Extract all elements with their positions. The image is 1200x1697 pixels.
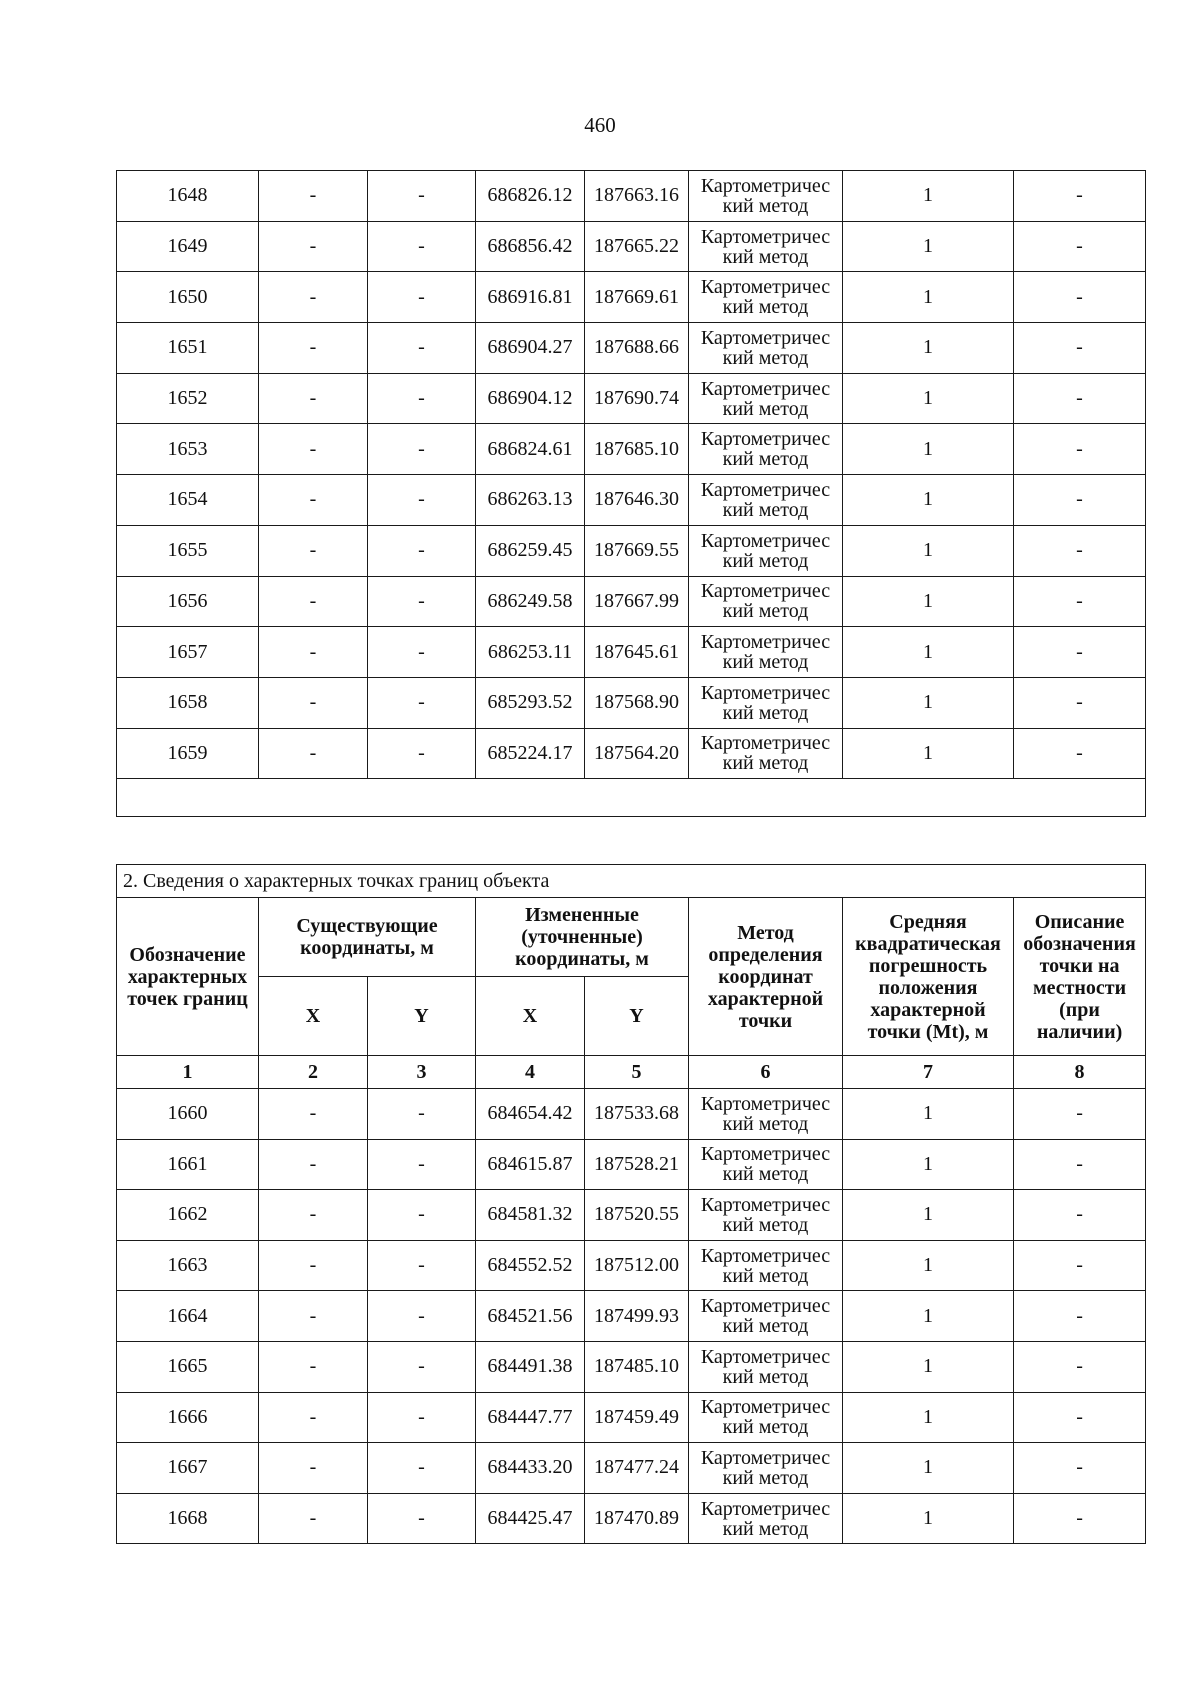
method-cell: Картометричес кий метод <box>689 1341 843 1392</box>
column-number: 6 <box>689 1056 843 1089</box>
mean-square-error-cell: 1 <box>843 576 1014 627</box>
changed-x-cell: 686249.58 <box>476 576 585 627</box>
existing-y-cell: - <box>368 525 476 576</box>
existing-x-cell: - <box>259 221 368 272</box>
changed-x-cell: 686856.42 <box>476 221 585 272</box>
method-cell: Картометричес кий метод <box>689 171 843 222</box>
method-cell: Картометричес кий метод <box>689 1291 843 1342</box>
changed-y-cell: 187477.24 <box>585 1443 689 1494</box>
existing-y-cell: - <box>368 424 476 475</box>
method-cell: Картометричес кий метод <box>689 576 843 627</box>
point-id-cell: 1665 <box>117 1341 259 1392</box>
method-cell: Картометричес кий метод <box>689 677 843 728</box>
mean-square-error-cell: 1 <box>843 728 1014 779</box>
changed-y-cell: 187528.21 <box>585 1139 689 1190</box>
point-id-cell: 1662 <box>117 1190 259 1241</box>
description-cell: - <box>1014 1190 1146 1241</box>
description-cell: - <box>1014 373 1146 424</box>
description-cell: - <box>1014 424 1146 475</box>
method-cell: Картометричес кий метод <box>689 475 843 526</box>
existing-y-cell: - <box>368 576 476 627</box>
existing-x-cell: - <box>259 1139 368 1190</box>
existing-y-cell: - <box>368 272 476 323</box>
point-id-cell: 1655 <box>117 525 259 576</box>
method-cell: Картометричес кий метод <box>689 1190 843 1241</box>
existing-y-cell: - <box>368 1443 476 1494</box>
changed-x-cell: 684615.87 <box>476 1139 585 1190</box>
boundary-points-table <box>116 864 1146 1544</box>
changed-y-cell: 187512.00 <box>585 1240 689 1291</box>
table-row <box>117 1089 1146 1140</box>
table-row <box>117 221 1146 272</box>
header-description: Описание обозначения точки на местности (при наличии) <box>1014 898 1146 1056</box>
description-cell: - <box>1014 323 1146 374</box>
existing-x-cell: - <box>259 728 368 779</box>
point-id-cell: 1653 <box>117 424 259 475</box>
changed-y-cell: 187459.49 <box>585 1392 689 1443</box>
table-row <box>117 1240 1146 1291</box>
existing-x-cell: - <box>259 576 368 627</box>
column-number: 1 <box>117 1056 259 1089</box>
column-number: 5 <box>585 1056 689 1089</box>
mean-square-error-cell: 1 <box>843 1443 1014 1494</box>
mean-square-error-cell: 1 <box>843 1493 1014 1544</box>
description-cell: - <box>1014 576 1146 627</box>
existing-x-cell: - <box>259 1493 368 1544</box>
page-number: 460 <box>584 113 616 137</box>
existing-x-cell: - <box>259 424 368 475</box>
description-cell: - <box>1014 1443 1146 1494</box>
mean-square-error-cell: 1 <box>843 272 1014 323</box>
table-row <box>117 475 1146 526</box>
description-cell: - <box>1014 221 1146 272</box>
existing-x-cell: - <box>259 1392 368 1443</box>
method-cell: Картометричес кий метод <box>689 373 843 424</box>
header-changed-coordinates: Измененные (уточненные) координаты, м <box>476 898 689 977</box>
description-cell: - <box>1014 525 1146 576</box>
changed-y-cell: 187485.10 <box>585 1341 689 1392</box>
point-id-cell: 1648 <box>117 171 259 222</box>
method-cell: Картометричес кий метод <box>689 1240 843 1291</box>
existing-y-cell: - <box>368 171 476 222</box>
table-row <box>117 323 1146 374</box>
existing-y-cell: - <box>368 1190 476 1241</box>
existing-y-cell: - <box>368 323 476 374</box>
existing-x-cell: - <box>259 1190 368 1241</box>
column-number: 8 <box>1014 1056 1146 1089</box>
point-id-cell: 1661 <box>117 1139 259 1190</box>
table-row <box>117 627 1146 678</box>
changed-x-cell: 686263.13 <box>476 475 585 526</box>
header-changed-y: Y <box>585 977 689 1056</box>
existing-y-cell: - <box>368 1493 476 1544</box>
changed-x-cell: 685293.52 <box>476 677 585 728</box>
changed-y-cell: 187520.55 <box>585 1190 689 1241</box>
changed-x-cell: 686253.11 <box>476 627 585 678</box>
existing-y-cell: - <box>368 373 476 424</box>
column-number: 2 <box>259 1056 368 1089</box>
changed-y-cell: 187663.16 <box>585 171 689 222</box>
table-row <box>117 373 1146 424</box>
existing-y-cell: - <box>368 1089 476 1140</box>
changed-y-cell: 187665.22 <box>585 221 689 272</box>
point-id-cell: 1658 <box>117 677 259 728</box>
existing-x-cell: - <box>259 1291 368 1342</box>
description-cell: - <box>1014 1240 1146 1291</box>
existing-y-cell: - <box>368 1240 476 1291</box>
existing-y-cell: - <box>368 1341 476 1392</box>
column-numbers-row <box>117 1056 1146 1089</box>
table-row <box>117 1392 1146 1443</box>
table-row <box>117 1443 1146 1494</box>
point-id-cell: 1664 <box>117 1291 259 1342</box>
changed-x-cell: 685224.17 <box>476 728 585 779</box>
mean-square-error-cell: 1 <box>843 627 1014 678</box>
changed-x-cell: 686259.45 <box>476 525 585 576</box>
point-id-cell: 1652 <box>117 373 259 424</box>
description-cell: - <box>1014 272 1146 323</box>
table-row <box>117 1190 1146 1241</box>
changed-x-cell: 684491.38 <box>476 1341 585 1392</box>
changed-y-cell: 187533.68 <box>585 1089 689 1140</box>
mean-square-error-cell: 1 <box>843 323 1014 374</box>
mean-square-error-cell: 1 <box>843 1089 1014 1140</box>
table-row <box>117 1341 1146 1392</box>
changed-y-cell: 187645.61 <box>585 627 689 678</box>
existing-x-cell: - <box>259 171 368 222</box>
points-table-continued <box>116 170 1146 817</box>
existing-y-cell: - <box>368 627 476 678</box>
method-cell: Картометричес кий метод <box>689 323 843 374</box>
mean-square-error-cell: 1 <box>843 1392 1014 1443</box>
table-row <box>117 576 1146 627</box>
mean-square-error-cell: 1 <box>843 677 1014 728</box>
table-title: 2. Сведения о характерных точках границ объекта <box>117 865 1146 898</box>
changed-x-cell: 686916.81 <box>476 272 585 323</box>
point-id-cell: 1657 <box>117 627 259 678</box>
changed-x-cell: 684521.56 <box>476 1291 585 1342</box>
mean-square-error-cell: 1 <box>843 1240 1014 1291</box>
method-cell: Картометричес кий метод <box>689 424 843 475</box>
description-cell: - <box>1014 1291 1146 1342</box>
column-number: 7 <box>843 1056 1014 1089</box>
method-cell: Картометричес кий метод <box>689 1443 843 1494</box>
mean-square-error-cell: 1 <box>843 1291 1014 1342</box>
mean-square-error-cell: 1 <box>843 1341 1014 1392</box>
changed-x-cell: 686824.61 <box>476 424 585 475</box>
mean-square-error-cell: 1 <box>843 373 1014 424</box>
existing-x-cell: - <box>259 373 368 424</box>
table-row <box>117 1139 1146 1190</box>
description-cell: - <box>1014 171 1146 222</box>
changed-y-cell: 187564.20 <box>585 728 689 779</box>
point-id-cell: 1666 <box>117 1392 259 1443</box>
existing-x-cell: - <box>259 1341 368 1392</box>
description-cell: - <box>1014 1341 1146 1392</box>
point-id-cell: 1651 <box>117 323 259 374</box>
description-cell: - <box>1014 728 1146 779</box>
changed-y-cell: 187688.66 <box>585 323 689 374</box>
changed-x-cell: 684447.77 <box>476 1392 585 1443</box>
table-row <box>117 272 1146 323</box>
changed-y-cell: 187690.74 <box>585 373 689 424</box>
changed-y-cell: 187669.55 <box>585 525 689 576</box>
changed-x-cell: 684654.42 <box>476 1089 585 1140</box>
changed-x-cell: 684425.47 <box>476 1493 585 1544</box>
column-number: 3 <box>368 1056 476 1089</box>
header-changed-x: X <box>476 977 585 1056</box>
table-row <box>117 424 1146 475</box>
description-cell: - <box>1014 475 1146 526</box>
changed-y-cell: 187669.61 <box>585 272 689 323</box>
table-row <box>117 525 1146 576</box>
point-id-cell: 1650 <box>117 272 259 323</box>
table-row <box>117 1291 1146 1342</box>
table-row <box>117 677 1146 728</box>
description-cell: - <box>1014 1392 1146 1443</box>
description-cell: - <box>1014 1089 1146 1140</box>
changed-y-cell: 187568.90 <box>585 677 689 728</box>
existing-x-cell: - <box>259 1240 368 1291</box>
column-number: 4 <box>476 1056 585 1089</box>
description-cell: - <box>1014 1139 1146 1190</box>
existing-x-cell: - <box>259 1089 368 1140</box>
existing-y-cell: - <box>368 1392 476 1443</box>
existing-x-cell: - <box>259 1443 368 1494</box>
header-existing-coordinates: Существующие координаты, м <box>259 898 476 977</box>
existing-x-cell: - <box>259 627 368 678</box>
existing-x-cell: - <box>259 677 368 728</box>
existing-y-cell: - <box>368 1139 476 1190</box>
method-cell: Картометричес кий метод <box>689 272 843 323</box>
point-id-cell: 1649 <box>117 221 259 272</box>
changed-x-cell: 684581.32 <box>476 1190 585 1241</box>
mean-square-error-cell: 1 <box>843 525 1014 576</box>
existing-y-cell: - <box>368 728 476 779</box>
description-cell: - <box>1014 677 1146 728</box>
method-cell: Картометричес кий метод <box>689 627 843 678</box>
mean-square-error-cell: 1 <box>843 1190 1014 1241</box>
header-method: Метод определения координат характерной точки <box>689 898 843 1056</box>
description-cell: - <box>1014 1493 1146 1544</box>
method-cell: Картометричес кий метод <box>689 1392 843 1443</box>
changed-y-cell: 187685.10 <box>585 424 689 475</box>
table-row <box>117 728 1146 779</box>
point-id-cell: 1656 <box>117 576 259 627</box>
point-id-cell: 1654 <box>117 475 259 526</box>
header-mean-square-error: Средняя квадратическая погрешность положения характерной точки (Mt), м <box>843 898 1014 1056</box>
point-id-cell: 1668 <box>117 1493 259 1544</box>
description-cell: - <box>1014 627 1146 678</box>
header-designation: Обозначение характерных точек границ <box>117 898 259 1056</box>
point-id-cell: 1667 <box>117 1443 259 1494</box>
point-id-cell: 1660 <box>117 1089 259 1140</box>
existing-y-cell: - <box>368 475 476 526</box>
method-cell: Картометричес кий метод <box>689 1089 843 1140</box>
changed-x-cell: 686904.12 <box>476 373 585 424</box>
mean-square-error-cell: 1 <box>843 424 1014 475</box>
changed-x-cell: 684433.20 <box>476 1443 585 1494</box>
existing-x-cell: - <box>259 525 368 576</box>
method-cell: Картометричес кий метод <box>689 525 843 576</box>
method-cell: Картометричес кий метод <box>689 221 843 272</box>
mean-square-error-cell: 1 <box>843 475 1014 526</box>
method-cell: Картометричес кий метод <box>689 1139 843 1190</box>
changed-y-cell: 187470.89 <box>585 1493 689 1544</box>
table-row <box>117 1493 1146 1544</box>
changed-y-cell: 187499.93 <box>585 1291 689 1342</box>
existing-y-cell: - <box>368 677 476 728</box>
point-id-cell: 1659 <box>117 728 259 779</box>
header-existing-y: Y <box>368 977 476 1056</box>
existing-y-cell: - <box>368 1291 476 1342</box>
mean-square-error-cell: 1 <box>843 221 1014 272</box>
table-row <box>117 171 1146 222</box>
existing-y-cell: - <box>368 221 476 272</box>
point-id-cell: 1663 <box>117 1240 259 1291</box>
empty-row <box>117 779 1146 817</box>
method-cell: Картометричес кий метод <box>689 728 843 779</box>
changed-x-cell: 686904.27 <box>476 323 585 374</box>
changed-y-cell: 187646.30 <box>585 475 689 526</box>
changed-x-cell: 684552.52 <box>476 1240 585 1291</box>
mean-square-error-cell: 1 <box>843 1139 1014 1190</box>
existing-x-cell: - <box>259 272 368 323</box>
changed-y-cell: 187667.99 <box>585 576 689 627</box>
mean-square-error-cell: 1 <box>843 171 1014 222</box>
header-existing-x: X <box>259 977 368 1056</box>
method-cell: Картометричес кий метод <box>689 1493 843 1544</box>
changed-x-cell: 686826.12 <box>476 171 585 222</box>
existing-x-cell: - <box>259 475 368 526</box>
existing-x-cell: - <box>259 323 368 374</box>
